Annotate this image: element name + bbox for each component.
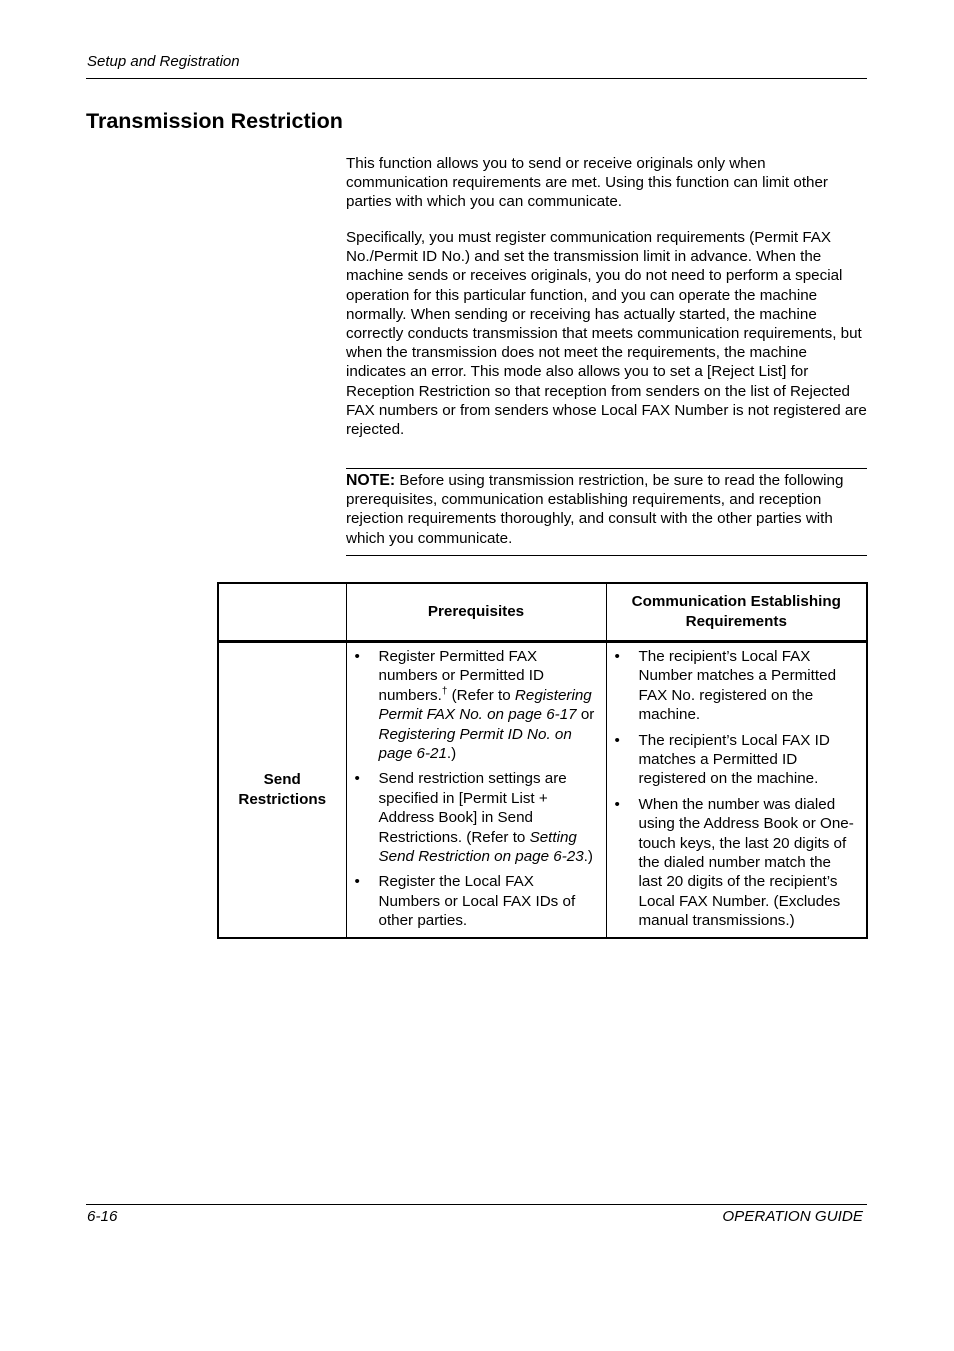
bullet: • [354, 873, 360, 891]
prereq-2-close: .) [583, 848, 593, 866]
list-item [607, 647, 859, 725]
header-prerequisites: Prerequisites [346, 583, 606, 642]
row-label: Send Restrictions [238, 770, 327, 808]
requirement-2-text: The recipient’s Local FAX ID matches a Permitted ID registered on the machine. [638, 731, 830, 788]
bullet: • [614, 795, 620, 813]
bullet: • [614, 648, 620, 665]
requirements-cell [606, 642, 867, 938]
prereq-1-link-permit-fax: Registering Permit FAX No. on page 6-17 [378, 686, 592, 724]
row-label-cell [218, 642, 346, 938]
list-item [347, 647, 598, 763]
intro-paragraph: This function allows you to send or receive originals only when communication requirements are met. Using this function can limit other parties with which you can communicate. [346, 155, 828, 211]
requirement-3-text: When the number was dialed using the Address Book or One-touch keys, the last 20 digits of the dialed number match the last 20 digits of the recipient’s Local FAX Number. (Excludes manual transmissions.) [638, 795, 854, 930]
note-block [346, 471, 867, 548]
header-blank-cell [218, 583, 346, 642]
prereq-1-close: .) [446, 745, 457, 763]
bullet: • [354, 648, 360, 665]
requirement-1-text: The recipient’s Local FAX Number matches a Permitted FAX No. registered on the machine. [638, 648, 837, 724]
detail-paragraph: Specifically, you must register communication requirements (Permit FAX No./Permit ID No.) and set the transmission limit in advance. When the machine sends or receives originals, you do not need to perform a special operation for this particular function, and you can operate the machine normally. When sending or receiving has actually started, the machine correctly conducts transmission that meets communication requirements, but when the transmission does not meet the requirements, the machine indicates an error. This mode also allows you to set a [Reject List] for Reception Restriction so that reception from senders on the list of Rejected FAX numbers or from senders whose Local FAX Number is not registered are rejected. [346, 229, 867, 439]
table-header-row [218, 583, 867, 642]
list-item [347, 872, 598, 930]
bullet: • [354, 770, 360, 788]
prereq-1-or: or [576, 706, 595, 724]
prereq-2-text: Send restriction settings are specified in [Permit List + Address Book] in Send Restrictions. (Refer to [378, 770, 567, 846]
header-requirements [606, 583, 867, 642]
prereq-1-link-permit-id: Registering Permit ID No. on page 6-21 [378, 725, 572, 763]
prerequisites-list [347, 643, 606, 937]
dagger-footnote-mark: † [441, 685, 448, 697]
table-row [218, 642, 867, 938]
prerequisites-cell [346, 642, 606, 938]
note-divider-bottom [346, 555, 867, 556]
list-item [607, 795, 859, 931]
page-title: Transmission Restriction [86, 109, 343, 133]
note-divider-top [346, 468, 867, 469]
page-number: 6-16 [87, 1208, 118, 1225]
prereq-1-text: Register Permitted FAX numbers or Permitted ID numbers. [378, 648, 544, 704]
guide-name: OPERATION GUIDE [722, 1208, 863, 1225]
footer-divider [86, 1204, 867, 1205]
header-requirements-label: Communication Establishing Requirements [631, 593, 841, 630]
note-label: NOTE: [346, 472, 396, 489]
list-item [347, 769, 598, 866]
prereq-3-text: Register the Local FAX Numbers or Local FAX IDs of other parties. [378, 873, 576, 930]
requirements-list [607, 643, 867, 937]
header-divider [86, 78, 867, 79]
note-text: Before using transmission restriction, be sure to read the following prerequisites, communication establishing requirements, and reception rejection requirements thoroughly, and consult with the other parties with which you communicate. [346, 472, 844, 547]
running-header: Setup and Registration [87, 53, 240, 70]
bullet: • [614, 731, 620, 749]
restriction-table [217, 582, 868, 939]
prereq-2-link-send-restriction: Setting Send Restriction on page 6-23 [378, 828, 584, 866]
prereq-1-refer: (Refer to [447, 686, 515, 704]
list-item [607, 731, 859, 789]
